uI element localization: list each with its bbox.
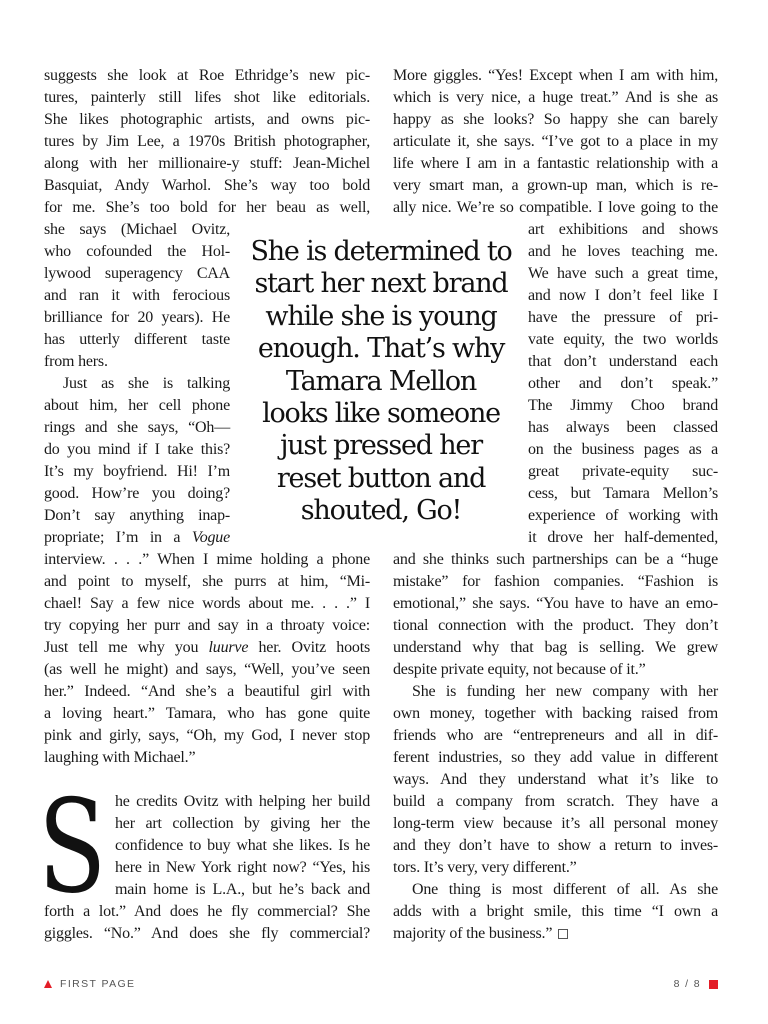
pull-quote-line: while she is young — [265, 300, 497, 332]
page-footer — [44, 978, 718, 992]
text-line: on the business pages as a — [528, 441, 718, 458]
text-line: giggles. “No.” And does she fly commercial? — [44, 925, 370, 942]
text-line: vate equity, the two worlds — [528, 331, 718, 348]
text-line: lywood superagency CAA — [44, 265, 230, 282]
text-line: do you mind if I take this? — [44, 441, 230, 458]
text-line: try copying her purr and say in a throaty voice: — [44, 617, 370, 634]
text-span: Just tell me why you — [44, 639, 209, 656]
text-line: despite private equity, not because of it.” — [393, 661, 646, 678]
italic-word: luurve — [208, 639, 249, 656]
text-line: (as well he might) and says, “Well, you’ve seen — [44, 661, 370, 678]
text-line: cess, but Tamara Mellon’s — [528, 485, 718, 502]
text-line: her.” Indeed. “And she’s a beautiful girl with — [44, 683, 370, 700]
text-line: friends who are “entrepreneurs and all in dif- — [393, 727, 718, 744]
text-line: own money, together with backing raised from — [393, 705, 718, 722]
page-indicator — [674, 978, 718, 990]
text-line: and they don’t have to show a return to inves- — [393, 837, 718, 854]
text-line: ally nice. We’re so compatible. I love going to the — [393, 199, 718, 216]
text-line: and she thinks such partnerships can be a “huge — [393, 551, 718, 568]
text-line: tional connection with the product. They don’t — [393, 617, 718, 634]
text-line: interview. . . .” When I mime holding a phone — [44, 551, 370, 568]
text-line: from hers. — [44, 353, 108, 370]
text-line: She is funding her new company with her — [412, 683, 718, 700]
text-line: and point to myself, she purrs at him, “Mi- — [44, 573, 370, 590]
text-line: More giggles. “Yes! Except when I am with him, — [393, 67, 718, 84]
text-line: She likes photographic artists, and owns pic- — [44, 111, 370, 128]
text-line: he credits Ovitz with helping her build — [115, 793, 370, 810]
end-mark-icon — [558, 929, 568, 939]
text-line: about him, her cell phone — [44, 397, 230, 414]
text-line: brilliance for 20 years). He — [44, 309, 230, 326]
text-line: main home is L.A., but he’s back and — [115, 881, 370, 898]
text-line: a loving heart.” Tamara, who has gone quite — [44, 705, 370, 722]
text-line: experience of working with — [528, 507, 718, 524]
text-line: great private-equity suc- — [528, 463, 718, 480]
pull-quote-line: She is determined to — [250, 236, 512, 267]
text-line: who cofounded the Hol- — [44, 243, 230, 260]
pull-quote-line: just pressed her — [280, 430, 482, 462]
text-line: and he loves teaching me. — [528, 243, 718, 260]
text-line: articulate it, she says. “I’ve got to a place in my — [393, 133, 718, 150]
text-line: good. How’re you doing? — [44, 485, 230, 502]
text-line — [44, 637, 370, 659]
drop-cap: S — [38, 773, 107, 922]
text-line: art exhibitions and shows — [528, 221, 718, 238]
pull-quote-line: reset button and — [276, 462, 486, 494]
text-line: her art collection by giving her the — [115, 815, 370, 832]
text-line: life where I am in a fantastic relationship with a — [393, 155, 718, 172]
text-line: We have such a great time, — [528, 265, 718, 282]
text-line — [44, 527, 230, 549]
text-span: propriate; I’m in a — [44, 529, 192, 546]
magazine-title: Vogue — [191, 529, 230, 546]
text-line: have the pressure of pri- — [528, 309, 718, 326]
text-line: and now I don’t feel like I — [528, 287, 718, 304]
pull-quote-line: start her next brand — [254, 268, 508, 300]
text-line: here in New York right now? “Yes, his — [115, 859, 370, 876]
text-line: One thing is most different of all. As she — [412, 881, 718, 898]
pull-quote-line: shouted, Go! — [300, 495, 462, 527]
text-line: tures by Jim Lee, a 1970s British photographer, — [44, 133, 370, 150]
text-line: it drove her half-demented, — [528, 529, 718, 546]
page-number: 8 / 8 — [673, 978, 701, 990]
text-line: that don’t understand each — [528, 353, 718, 370]
text-line: Basquiat, Andy Warhol. She’s way too bold — [44, 177, 370, 194]
text-line: emotional,” she says. “You have to have an emo- — [393, 595, 718, 612]
text-line: tors. It’s very, very different.” — [393, 859, 577, 876]
text-line: which is very nice, a huge treat.” And is she as — [393, 89, 718, 106]
pull-quote-line: looks like someone — [262, 398, 500, 430]
text-span: her. Ovitz hoots — [248, 639, 370, 656]
text-line: happy as she looks? So happy she can barely — [393, 111, 718, 128]
text-line: forth a lot.” And does he fly commercial? She — [44, 903, 370, 920]
text-line: laughing with Michael.” — [44, 749, 196, 766]
text-line: ferent industries, so they add value in different — [393, 749, 718, 766]
first-page-label: FIRST PAGE — [60, 978, 136, 990]
text-line: It’s my boyfriend. Hi! I’m — [44, 463, 230, 480]
text-line: understand why that bag is selling. We grew — [393, 639, 718, 656]
text-line: build a company from scratch. They have a — [393, 793, 718, 810]
square-icon — [709, 980, 718, 989]
text-line: chael! Say a few nice words about me. . . .” I — [44, 595, 370, 612]
text-line: mistake” for fashion companies. “Fashion is — [393, 573, 718, 590]
text-line: confidence to buy what she likes. Is he — [115, 837, 370, 854]
text-line: The Jimmy Choo brand — [528, 397, 718, 414]
text-line: along with her millionaire-y stuff: Jean-Michel — [44, 155, 370, 172]
text-line: adds with a bright smile, this time “I own a — [393, 903, 718, 920]
text-line: pink and girly, says, “Oh, my God, I never stop — [44, 727, 370, 744]
text-line: Just as she is talking — [63, 375, 230, 392]
text-line: she says (Michael Ovitz, — [44, 221, 230, 238]
text-line: has utterly different taste — [44, 331, 230, 348]
pull-quote-line: enough. That’s why — [257, 333, 505, 365]
triangle-up-icon — [44, 980, 52, 988]
text-line: and ran it with ferocious — [44, 287, 230, 304]
text-span: majority of the business.” — [393, 925, 553, 942]
text-line: ways. And they understand what it’s like to — [393, 771, 718, 788]
pull-quote — [250, 236, 512, 528]
first-page-link[interactable] — [44, 978, 135, 990]
text-line: for me. She’s too bold for her beau as well, — [44, 199, 370, 216]
text-line: Don’t say anything inap- — [44, 507, 230, 524]
text-line: rings and she says, “Oh— — [44, 419, 230, 436]
text-line: tures, painterly still lifes shot like editorials. — [44, 89, 370, 106]
text-line: has always been classed — [528, 419, 718, 436]
text-line: suggests she look at Roe Ethridge’s new pic- — [44, 67, 370, 84]
pull-quote-line: Tamara Mellon — [285, 365, 477, 397]
text-line: long-term view because it’s all personal money — [393, 815, 718, 832]
text-line: other and don’t speak.” — [528, 375, 718, 392]
text-line — [393, 923, 718, 945]
text-line: very smart man, a grown-up man, which is re- — [393, 177, 718, 194]
